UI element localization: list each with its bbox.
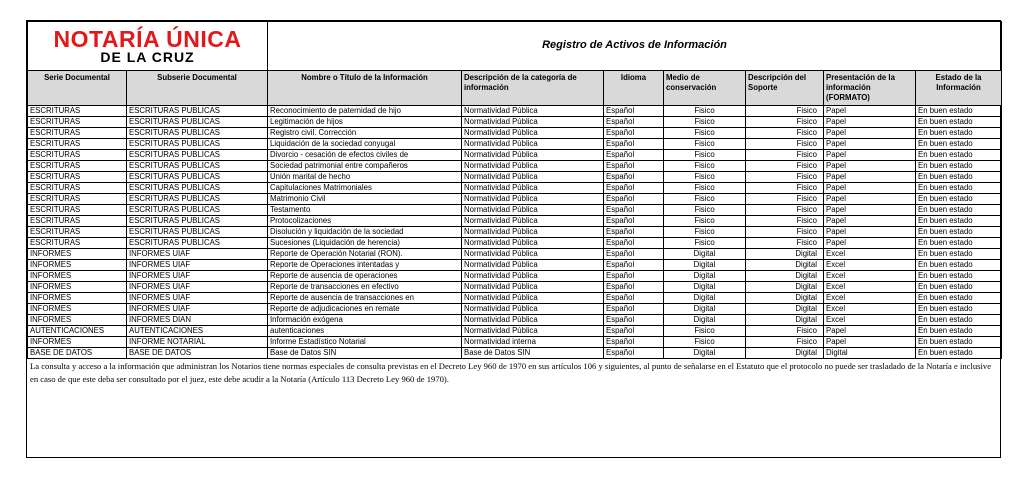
table-cell: En buen estado	[916, 238, 1002, 249]
table-cell: En buen estado	[916, 205, 1002, 216]
table-cell: Normatividad Pública	[462, 117, 604, 128]
table-cell: Disolución y liquidación de la sociedad	[268, 227, 462, 238]
table-cell: Fisico	[746, 139, 824, 150]
table-cell: ESCRITURAS	[28, 172, 127, 183]
table-cell: Base de Datos SIN	[268, 348, 462, 359]
table-cell: En buen estado	[916, 304, 1002, 315]
table-cell: Información exógena	[268, 315, 462, 326]
table-cell: Papel	[824, 139, 916, 150]
table-cell: Fisico	[664, 128, 746, 139]
table-cell: Papel	[824, 194, 916, 205]
table-cell: ESCRITURAS PUBLICAS	[127, 161, 268, 172]
table-cell: Español	[604, 348, 664, 359]
table-cell: BASE DE DATOS	[127, 348, 268, 359]
table-cell: En buen estado	[916, 183, 1002, 194]
table-cell: ESCRITURAS	[28, 161, 127, 172]
table-cell: Capitulaciones Matrimoniales	[268, 183, 462, 194]
table-cell: Papel	[824, 161, 916, 172]
table-cell: ESCRITURAS PUBLICAS	[127, 117, 268, 128]
table-cell: Fisico	[664, 161, 746, 172]
table-cell: INFORMES	[28, 249, 127, 260]
table-cell: ESCRITURAS PUBLICAS	[127, 128, 268, 139]
table-cell: Fisico	[746, 216, 824, 227]
table-cell: ESCRITURAS	[28, 216, 127, 227]
column-header-row	[28, 71, 1002, 106]
table-row	[28, 293, 1002, 304]
table-cell: Español	[604, 238, 664, 249]
table-cell: Reporte de ausencia de transacciones en	[268, 293, 462, 304]
table-cell: Digital	[664, 293, 746, 304]
table-cell: Digital	[746, 293, 824, 304]
table-cell: INFORMES UIAF	[127, 249, 268, 260]
table-cell: En buen estado	[916, 117, 1002, 128]
table-cell: Legitimación de hijos	[268, 117, 462, 128]
table-cell: ESCRITURAS PUBLICAS	[127, 172, 268, 183]
table-cell: Sucesiones (Liquidación de herencia)	[268, 238, 462, 249]
table-cell: Digital	[746, 249, 824, 260]
table-cell: Fisico	[664, 326, 746, 337]
table-row	[28, 260, 1002, 271]
table-cell: Papel	[824, 238, 916, 249]
table-cell: Excel	[824, 293, 916, 304]
table-cell: Fisico	[664, 150, 746, 161]
table-cell: Registro civil. Corrección	[268, 128, 462, 139]
table-cell: Español	[604, 227, 664, 238]
col-soporte: Descripción del Soporte	[746, 71, 824, 106]
col-serie: Serie Documental	[28, 71, 127, 106]
col-descripcion-categoria: Descripción de la categoría de información	[462, 71, 604, 106]
table-cell: AUTENTICACIONES	[127, 326, 268, 337]
table-cell: Digital	[664, 249, 746, 260]
table-cell: INFORMES UIAF	[127, 282, 268, 293]
table-cell: ESCRITURAS PUBLICAS	[127, 139, 268, 150]
table-cell: Base de Datos SIN	[462, 348, 604, 359]
table-cell: INFORMES UIAF	[127, 260, 268, 271]
table-cell: Normatividad Pública	[462, 128, 604, 139]
table-cell: En buen estado	[916, 348, 1002, 359]
table-cell: ESCRITURAS	[28, 106, 127, 117]
table-cell: Excel	[824, 271, 916, 282]
table-cell: Digital	[746, 282, 824, 293]
table-cell: Excel	[824, 260, 916, 271]
table-cell: Normatividad Pública	[462, 293, 604, 304]
table-cell: Normatividad Pública	[462, 216, 604, 227]
table-cell: Fisico	[664, 194, 746, 205]
table-cell: En buen estado	[916, 139, 1002, 150]
table-cell: Digital	[664, 348, 746, 359]
col-medio: Medio de conservación	[664, 71, 746, 106]
table-cell: Fisico	[664, 117, 746, 128]
table-cell: Fisico	[664, 172, 746, 183]
table-cell: autenticaciones	[268, 326, 462, 337]
table-cell: ESCRITURAS	[28, 183, 127, 194]
table-cell: Papel	[824, 216, 916, 227]
table-cell: Español	[604, 260, 664, 271]
table-cell: Reporte de transacciones en efectivo	[268, 282, 462, 293]
table-row	[28, 216, 1002, 227]
table-cell: Fisico	[746, 238, 824, 249]
legal-note: La consulta y acceso a la información que administran los Notarios tiene normas especiales de consulta previstas en el Decreto Ley 960 de 1970 en sus artículos 106 y siguientes, al punto de señalarse en el Estatuto que el protocolo no puede ser trasladado de la Notaría e inclusive en caso de que este deba ser consultado por el juez, este debe acudir a la Notaría (Artículo 113 Decreto Ley 960 de 1970).	[30, 361, 992, 384]
table-cell: Español	[604, 216, 664, 227]
header-row	[28, 22, 1002, 71]
table-cell: Papel	[824, 227, 916, 238]
table-cell: Español	[604, 249, 664, 260]
table-cell: Unión marital de hecho	[268, 172, 462, 183]
table-cell: Papel	[824, 172, 916, 183]
table-cell: Protocolizaciones	[268, 216, 462, 227]
table-row	[28, 227, 1002, 238]
table-cell: Normatividad Pública	[462, 139, 604, 150]
table-cell: Digital	[746, 348, 824, 359]
table-row	[28, 106, 1002, 117]
table-row	[28, 304, 1002, 315]
table-cell: Español	[604, 293, 664, 304]
table-cell: ESCRITURAS	[28, 227, 127, 238]
table-cell: Fisico	[746, 128, 824, 139]
table-cell: ESCRITURAS PUBLICAS	[127, 150, 268, 161]
table-cell: Fisico	[746, 117, 824, 128]
table-row	[28, 348, 1002, 359]
table-cell: Español	[604, 337, 664, 348]
table-cell: Fisico	[664, 205, 746, 216]
table-cell: En buen estado	[916, 249, 1002, 260]
table-cell: En buen estado	[916, 150, 1002, 161]
table-cell: Normatividad Pública	[462, 282, 604, 293]
table-cell: Excel	[824, 315, 916, 326]
table-cell: Fisico	[664, 227, 746, 238]
table-cell: Español	[604, 282, 664, 293]
table-cell: Digital	[664, 271, 746, 282]
table-cell: ESCRITURAS PUBLICAS	[127, 227, 268, 238]
registry-sheet	[26, 20, 1001, 458]
table-row	[28, 271, 1002, 282]
table-cell: BASE DE DATOS	[28, 348, 127, 359]
table-cell: Español	[604, 326, 664, 337]
table-cell: Papel	[824, 183, 916, 194]
table-cell: Español	[604, 205, 664, 216]
table-cell: Normatividad Pública	[462, 183, 604, 194]
table-row	[28, 139, 1002, 150]
table-cell: Fisico	[664, 139, 746, 150]
table-cell: ESCRITURAS	[28, 194, 127, 205]
table-cell: En buen estado	[916, 128, 1002, 139]
table-row	[28, 161, 1002, 172]
table-cell: En buen estado	[916, 271, 1002, 282]
table-cell: Normatividad interna	[462, 337, 604, 348]
table-cell: INFORMES	[28, 337, 127, 348]
table-cell: En buen estado	[916, 293, 1002, 304]
table-cell: Fisico	[746, 205, 824, 216]
table-cell: Digital	[746, 260, 824, 271]
table-cell: INFORME NOTARIAL	[127, 337, 268, 348]
table-cell: Normatividad Pública	[462, 260, 604, 271]
table-row	[28, 194, 1002, 205]
table-cell: Fisico	[746, 106, 824, 117]
table-cell: Digital	[746, 304, 824, 315]
col-subserie: Subserie Documental	[127, 71, 268, 106]
table-cell: Español	[604, 172, 664, 183]
table-cell: INFORMES	[28, 293, 127, 304]
table-cell: Papel	[824, 326, 916, 337]
table-cell: Reporte de Operación Notarial (RON).	[268, 249, 462, 260]
table-cell: ESCRITURAS	[28, 117, 127, 128]
table-row	[28, 315, 1002, 326]
table-cell: En buen estado	[916, 282, 1002, 293]
logo-line-2: DE LA CRUZ	[100, 48, 195, 65]
table-cell: Papel	[824, 150, 916, 161]
table-cell: Digital	[746, 315, 824, 326]
table-cell: ESCRITURAS PUBLICAS	[127, 205, 268, 216]
table-cell: En buen estado	[916, 106, 1002, 117]
table-cell: ESCRITURAS PUBLICAS	[127, 216, 268, 227]
table-cell: Liquidación de la sociedad conyugal	[268, 139, 462, 150]
table-cell: INFORMES	[28, 304, 127, 315]
table-cell: Normatividad Pública	[462, 326, 604, 337]
table-cell: Español	[604, 150, 664, 161]
table-cell: Normatividad Pública	[462, 194, 604, 205]
table-row	[28, 128, 1002, 139]
table-cell: Fisico	[746, 194, 824, 205]
logo-line-1: NOTARÍA ÚNICA	[53, 25, 242, 52]
table-cell: Normatividad Pública	[462, 249, 604, 260]
table-cell: En buen estado	[916, 326, 1002, 337]
table-cell: Sociedad patrimonial entre compañeros	[268, 161, 462, 172]
table-cell: Normatividad Pública	[462, 315, 604, 326]
table-cell: Papel	[824, 128, 916, 139]
table-cell: Reporte de ausencia de operaciones	[268, 271, 462, 282]
col-estado: Estado de la Información	[916, 71, 1002, 106]
table-row	[28, 249, 1002, 260]
table-cell: Español	[604, 304, 664, 315]
table-cell: Papel	[824, 106, 916, 117]
table-cell: Fisico	[746, 326, 824, 337]
table-cell: Fisico	[746, 150, 824, 161]
table-cell: Papel	[824, 205, 916, 216]
table-row	[28, 150, 1002, 161]
table-cell: En buen estado	[916, 216, 1002, 227]
table-cell: Fisico	[746, 161, 824, 172]
table-cell: Fisico	[664, 337, 746, 348]
table-cell: Normatividad Pública	[462, 271, 604, 282]
table-cell: ESCRITURAS PUBLICAS	[127, 106, 268, 117]
col-presentacion: Presentación de la información (FORMATO)	[824, 71, 916, 106]
table-cell: Fisico	[746, 172, 824, 183]
table-cell: Fisico	[664, 106, 746, 117]
table-cell: Matrimonio Civil	[268, 194, 462, 205]
table-cell: Normatividad Pública	[462, 205, 604, 216]
table-cell: Español	[604, 315, 664, 326]
table-cell: Papel	[824, 337, 916, 348]
table-row	[28, 282, 1002, 293]
table-cell: Fisico	[746, 227, 824, 238]
table-cell: INFORMES	[28, 282, 127, 293]
col-nombre: Nombre o Título de la Información	[268, 71, 462, 106]
col-idioma: Idioma	[604, 71, 664, 106]
table-cell: Español	[604, 117, 664, 128]
table-cell: Normatividad Pública	[462, 161, 604, 172]
table-cell: En buen estado	[916, 161, 1002, 172]
table-cell: INFORMES UIAF	[127, 271, 268, 282]
table-row	[28, 337, 1002, 348]
table-cell: Fisico	[746, 337, 824, 348]
table-cell: Reconocimiento de paternidad de hijo	[268, 106, 462, 117]
table-cell: Papel	[824, 117, 916, 128]
table-cell: ESCRITURAS	[28, 205, 127, 216]
table-cell: Digital	[664, 260, 746, 271]
table-cell: Fisico	[664, 216, 746, 227]
table-row	[28, 238, 1002, 249]
table-cell: Divorcio - cesación de efectos civiles de	[268, 150, 462, 161]
table-row	[28, 183, 1002, 194]
table-cell: Español	[604, 106, 664, 117]
table-cell: Digital	[746, 271, 824, 282]
table-cell: En buen estado	[916, 172, 1002, 183]
table-cell: Testamento	[268, 205, 462, 216]
table-cell: ESCRITURAS PUBLICAS	[127, 238, 268, 249]
table-cell: INFORMES	[28, 271, 127, 282]
table-cell: En buen estado	[916, 194, 1002, 205]
table-cell: Digital	[664, 282, 746, 293]
table-cell: Reporte de adjudicaciones en remate	[268, 304, 462, 315]
table-cell: En buen estado	[916, 315, 1002, 326]
table-cell: Digital	[664, 304, 746, 315]
table-cell: Normatividad Pública	[462, 227, 604, 238]
table-cell: ESCRITURAS PUBLICAS	[127, 183, 268, 194]
table-cell: Excel	[824, 304, 916, 315]
table-cell: Normatividad Pública	[462, 304, 604, 315]
table-cell: Reporte de Operaciones intentadas y	[268, 260, 462, 271]
table-cell: INFORMES	[28, 260, 127, 271]
table-cell: Informe Estadístico Notarial	[268, 337, 462, 348]
table-cell: En buen estado	[916, 227, 1002, 238]
table-cell: Español	[604, 128, 664, 139]
table-cell: Normatividad Pública	[462, 238, 604, 249]
table-cell: ESCRITURAS	[28, 150, 127, 161]
table-row	[28, 172, 1002, 183]
table-cell: INFORMES DIAN	[127, 315, 268, 326]
table-cell: En buen estado	[916, 337, 1002, 348]
table-cell: INFORMES UIAF	[127, 293, 268, 304]
table-cell: ESCRITURAS	[28, 128, 127, 139]
table-cell: En buen estado	[916, 260, 1002, 271]
document-title: Registro de Activos de Información	[268, 22, 1002, 71]
table-cell: Normatividad Pública	[462, 150, 604, 161]
table-cell: AUTENTICACIONES	[28, 326, 127, 337]
table-row	[28, 205, 1002, 216]
notary-logo	[28, 22, 268, 71]
table-cell: ESCRITURAS	[28, 139, 127, 150]
table-cell: Español	[604, 194, 664, 205]
table-cell: INFORMES UIAF	[127, 304, 268, 315]
table-cell: INFORMES	[28, 315, 127, 326]
table-cell: Fisico	[664, 183, 746, 194]
table-row	[28, 117, 1002, 128]
table-cell: Fisico	[664, 238, 746, 249]
table-cell: Digital	[664, 315, 746, 326]
table-cell: ESCRITURAS PUBLICAS	[127, 194, 268, 205]
table-cell: Fisico	[746, 183, 824, 194]
table-cell: Digital	[824, 348, 916, 359]
assets-table	[27, 21, 1002, 359]
table-cell: Español	[604, 183, 664, 194]
table-cell: ESCRITURAS	[28, 238, 127, 249]
table-row	[28, 326, 1002, 337]
table-cell: Español	[604, 271, 664, 282]
table-cell: Español	[604, 161, 664, 172]
table-cell: Normatividad Pública	[462, 172, 604, 183]
table-cell: Normatividad Pública	[462, 106, 604, 117]
table-cell: Excel	[824, 249, 916, 260]
table-cell: Excel	[824, 282, 916, 293]
table-cell: Español	[604, 139, 664, 150]
